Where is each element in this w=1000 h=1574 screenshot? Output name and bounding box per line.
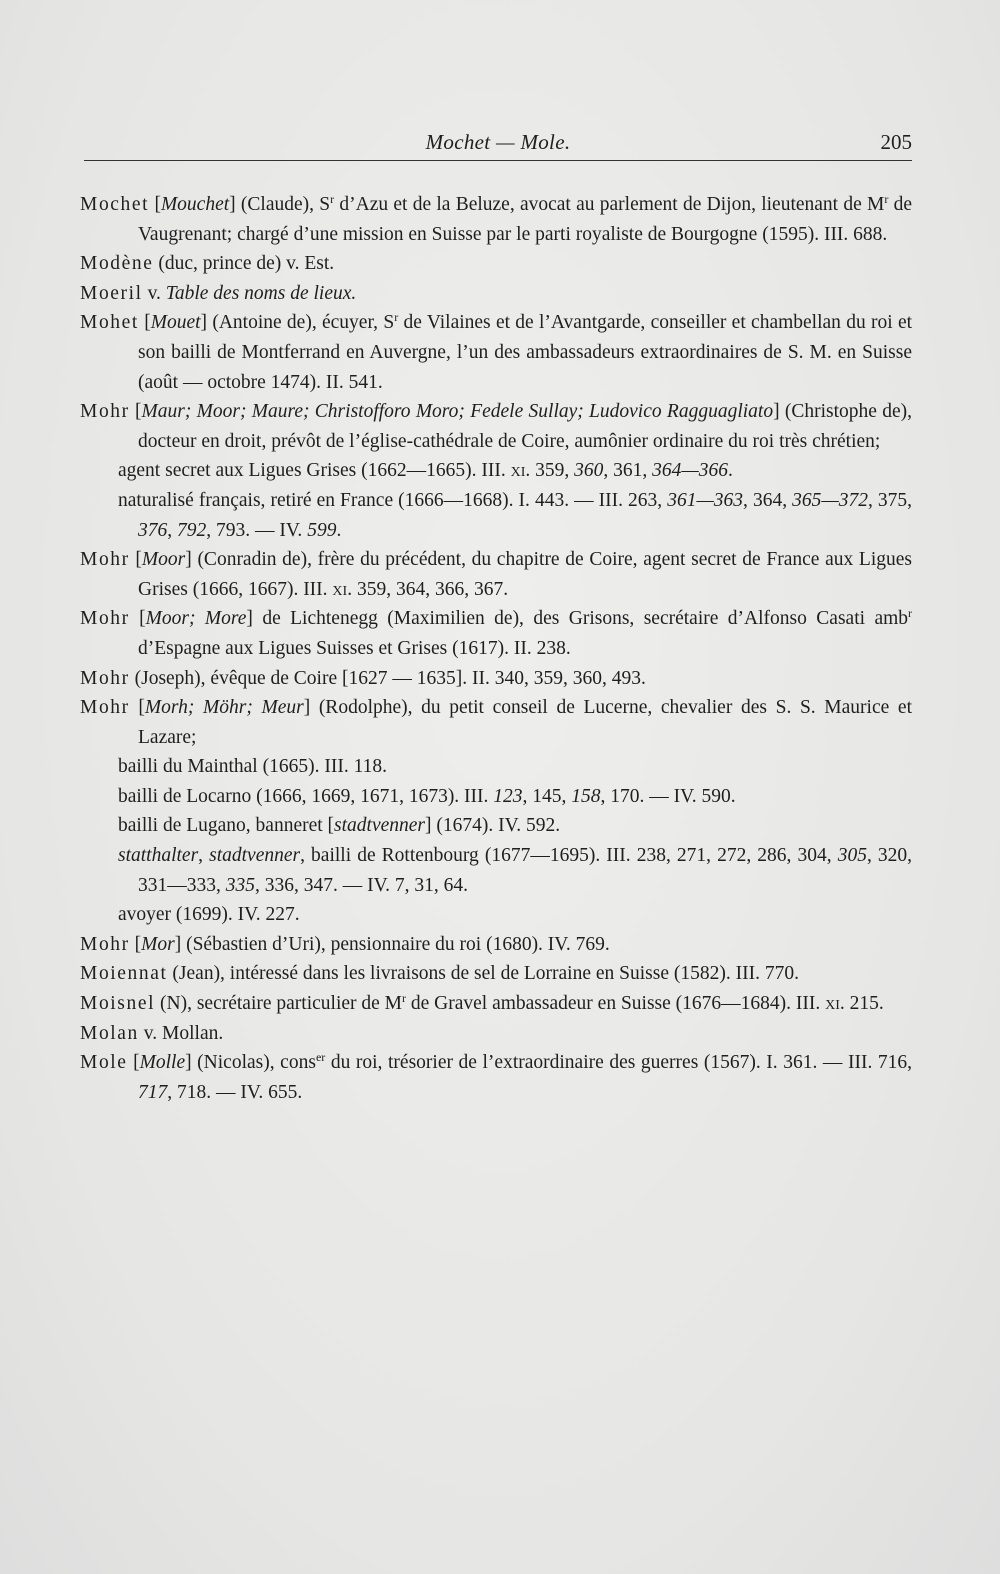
entry-text-rendered: [Moor] (Conradin de), frère du précédent, du chapitre de Coire, agent secret de France aux Ligues Grises (1666, 1667). III. xi. 359, 364, 366, 367.	[135, 549, 913, 600]
index-entry	[80, 693, 912, 752]
entry-text-rendered: statthalter, stadtvenner, bailli de Rottenbourg (1677—1695). III. 238, 271, 272, 286, 304, 305, 320, 331—333, 335, 336, 347. — IV. 7, 31, 64.	[118, 845, 913, 896]
entry-subline	[80, 782, 912, 812]
entry-text-rendered: bailli de Lugano, banneret [stadtvenner] (1674). IV. 592.	[118, 815, 561, 837]
entry-text: v. Mollan.	[143, 1022, 224, 1044]
entry-text: (duc, prince de) v. Est.	[158, 253, 335, 275]
entry-text: bailli du Mainthal (1665). III. 118.	[118, 756, 387, 778]
index-entry	[80, 959, 912, 989]
entry-text-rendered: naturalisé français, retiré en France (1666—1668). I. 443. — III. 263, 361—363, 364, 365—372, 375, 376, 792, 793. — IV. 599.	[118, 489, 913, 541]
entry-name: Mohet	[80, 312, 139, 334]
entry-subline	[80, 752, 912, 782]
entry-subline	[80, 900, 912, 930]
index-entry	[80, 604, 912, 663]
entry-name: Mohr	[80, 933, 130, 955]
entry-text-rendered: [Maur; Moor; Maure; Christofforo Moro; Fedele Sullay; Ludovico Ragguagliato] (Christophe de), docteur en droit, prévôt de l’église-cathédrale de Coire, aumônier ordinaire du roi très chrétien;	[135, 401, 913, 452]
running-title: Mochet — Mole.	[425, 130, 571, 154]
entry-text-rendered: [Moor; More] de Lichtenegg (Maximilien de), des Grisons, secrétaire d’Alfonso Casati amb$^r$ d’Espagne aux Ligues Suisses et Grises (1617). II. 238.	[138, 606, 913, 659]
entry-name: Mohr	[80, 608, 130, 630]
entry-name: Mole	[80, 1052, 128, 1074]
entry-subline	[80, 456, 912, 486]
entry-text-rendered: agent secret aux Ligues Grises (1662—1665). III. xi. 359, 360, 361, 364—366.	[118, 460, 733, 482]
entry-name: Molan	[80, 1022, 139, 1044]
index-entry	[80, 545, 912, 604]
entry-name: Moisnel	[80, 993, 156, 1015]
entry-text-rendered: (N), secrétaire particulier de $M^r$ de Gravel ambassadeur en Suisse (1676—1684). III. xi. 215.	[160, 991, 884, 1015]
entry-text-rendered: v. Table des noms de lieux.	[147, 282, 357, 304]
entry-text-rendered: [Mor] (Sébastien d’Uri), pensionnaire du roi (1680). IV. 769.	[134, 933, 610, 955]
entry-text-rendered: [Molle] (Nicolas), cons$^{er}$ du roi, trésorier de l’extraordinaire des guerres (1567). I. 361. — III. 716, 717, 718. — IV. 655.	[133, 1050, 913, 1103]
entry-subline	[80, 811, 912, 841]
entry-text-rendered: [Morh; Möhr; Meur] (Rodolphe), du petit conseil de Lucerne, chevalier des S. S. Maurice et Lazare;	[138, 697, 912, 748]
entry-text-rendered: [Mouet] (Antoine de), écuyer, $S^r$ de Vilaines et de l’Avantgarde, conseiller et chambellan du roi et son bailli de Montferrand en Auvergne, l’un des ambassadeurs extraordinaires de S. M. en Suisse (août — octobre 1474). II. 541.	[138, 310, 913, 393]
entry-text: avoyer (1699). IV. 227.	[118, 904, 300, 926]
entry-subline	[80, 841, 912, 900]
index-entry	[80, 308, 912, 397]
index-entry	[80, 1048, 912, 1107]
entry-text: (Joseph), évêque de Coire [1627 — 1635]. II. 340, 359, 360, 493.	[134, 667, 646, 689]
entry-name: Mohr	[80, 667, 130, 689]
entry-name: Mochet	[80, 194, 150, 215]
entry-text: (Jean), intéressé dans les livraisons de sel de Lorraine en Suisse (1582). III. 770.	[172, 963, 799, 985]
index-entry	[80, 664, 912, 694]
index-entry	[80, 279, 912, 309]
entry-name: Mohr	[80, 549, 130, 571]
entry-name: Moeril	[80, 282, 143, 304]
entry-name: Mohr	[80, 401, 130, 423]
index-entry	[80, 397, 912, 456]
page-header	[84, 126, 912, 158]
entry-text-rendered: bailli de Locarno (1666, 1669, 1671, 1673). III. 123, 145, 158, 170. — IV. 590.	[118, 785, 736, 807]
page-number: 205	[880, 130, 912, 154]
index-entry	[80, 930, 912, 960]
index-entry	[80, 1019, 912, 1049]
entry-subline	[80, 486, 912, 545]
entry-text-rendered: [Mouchet] (Claude), $S^r$ d’Azu et de la Beluze, avocat au parlement de Dijon, lieutenant de $M^r$ de Vaugrenant; chargé d’une mission en Suisse par le parti royaliste de Bourgogne (1595). III. 688.	[138, 192, 913, 245]
index-entry	[80, 249, 912, 279]
index-entries	[80, 190, 912, 1107]
header-rule	[84, 160, 912, 161]
index-entry	[80, 989, 912, 1019]
entry-name: Moiennat	[80, 963, 168, 985]
entry-name: Modène	[80, 253, 154, 275]
index-entry	[80, 190, 912, 249]
entry-name: Mohr	[80, 697, 130, 719]
